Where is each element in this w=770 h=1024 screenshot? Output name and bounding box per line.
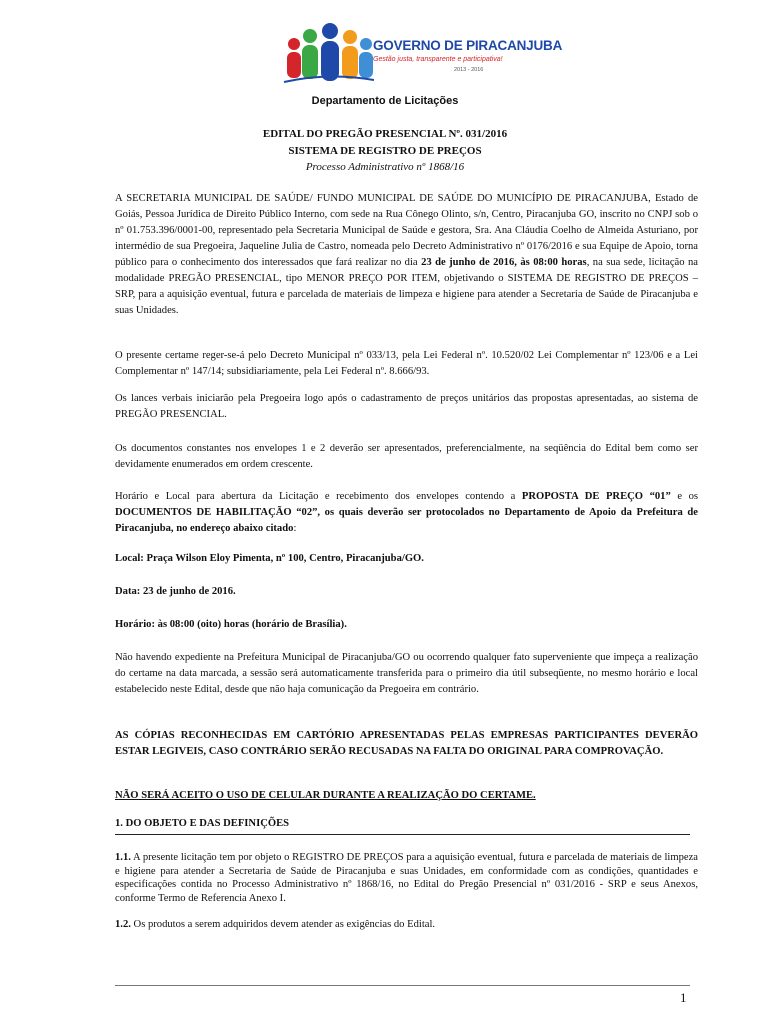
copias-warning: AS CÓPIAS RECONHECIDAS EM CARTÓRIO APRESENTADAS PELAS EMPRESAS PARTICIPANTES DEVERÃO ESTAR LEGIVEIS, CASO CONTRÁRIO SERÃO RECUSADAS NA FALTA DO ORIGINAL PARA COMPROVAÇÃO. (115, 730, 698, 757)
intro-date: 23 de junho de 2016, às 08:00 horas (421, 257, 587, 268)
edital-subtitle: SISTEMA DE REGISTRO DE PREÇOS (288, 145, 482, 157)
celular-warning: NÃO SERÁ ACEITO O USO DE CELULAR DURANTE A REALIZAÇÃO DO CERTAME. (115, 790, 536, 801)
section-heading: 1. DO OBJETO E DAS DEFINIÇÕES (115, 818, 290, 829)
government-logo (280, 22, 563, 88)
logo-tagline: Gestão justa, transparente e participativa! (373, 56, 503, 63)
intro-text-part2: , na sua sede, licitação na modalidade PREGÃO PRESENCIAL, tipo MENOR PREÇO POR ITEM, objetivando o SISTEMA DE REGISTRO DE PREÇOS – SRP, para a aquisição eventual, futura e parcelada de materiais de limpeza e higiene para atender a Secretaria de Saúde de Piracanjuba e suas Unidades. (115, 257, 698, 316)
page-number: 1 (680, 990, 687, 1005)
horario-line: Horário: às 08:00 (oito) horas (horário de Brasília). (115, 619, 347, 630)
edital-title: EDITAL DO PREGÃO PRESENCIAL Nº. 031/2016 (262, 128, 508, 140)
process-number: Processo Administrativo nº 1868/16 (305, 161, 465, 173)
item-1-2-number: 1.2. (115, 919, 131, 930)
section-divider (115, 834, 690, 835)
proposta-label: PROPOSTA DE PREÇO “01” (521, 491, 671, 502)
logo-title: GOVERNO DE PIRACANJUBA (373, 38, 563, 53)
item-1-1 (115, 851, 698, 905)
horario-text-end: : (293, 523, 297, 534)
habilitacao-label: DOCUMENTOS DE HABILITAÇÃO “02”, os quais deverão ser protocolados no Departamento de Apoio da Prefeitura de Piracanjuba, no endereço abaixo citado (115, 507, 698, 534)
intro-paragraph (115, 191, 698, 319)
item-1-1-number: 1.1. (115, 852, 131, 863)
expediente-paragraph: Não havendo expediente na Prefeitura Municipal de Piracanjuba/GO ou ocorrendo qualquer fato superveniente que impeça a realização do certame na data marcada, a sessão será automaticamente transferida para o primeiro dia útil subseqüente, no mesmo horário e local estabelecido neste Edital, desde que não haja comunicação da Pregoeira em contrário. (115, 652, 698, 695)
lances-paragraph: Os lances verbais iniciarão pela Pregoeira logo após o cadastramento de preços unitários das propostas apresentadas, ao sistema de PREGÃO PRESENCIAL. (115, 393, 698, 420)
horario-text-part1: Horário e Local para abertura da Licitação e recebimento dos envelopes contendo a (115, 491, 522, 502)
intro-text-part1: A SECRETARIA MUNICIPAL DE SAÚDE/ FUNDO MUNICIPAL DE SAÚDE DO MUNICÍPIO DE PIRACANJUBA, Estado de Goiás, Pessoa Jurídica de Direito Público Interno, com sede na Rua Cônego Olinto, s/n, Centro, Piracanjuba GO, inscrito no CNPJ sob o nº 01.753.396/0001-00, representado pela Secretaria Municipal de Saúde e gestora, Sra. Ana Cláudia Coelho de Almeida Asturiano, por intermédio de sua Pregoeira, Jaqueline Julia de Castro, nomeada pelo Decreto Administrativo nº 0176/2016 e sua Equipe de Apoio, torna público para o conhecimento dos interessados que fará realizar no dia (115, 193, 698, 268)
documentos-paragraph: Os documentos constantes nos envelopes 1 e 2 deverão ser apresentados, preferencialmente, na seqüência do Edital bem como ser devidamente enumerados em ordem crescente. (115, 443, 698, 470)
horario-text-part2: e os (670, 491, 698, 502)
item-1-2-text: Os produtos a serem adquiridos devem atender as exigências do Edital. (130, 919, 436, 930)
horario-paragraph (115, 489, 698, 537)
department-heading: Departamento de Licitações (311, 95, 459, 107)
logo-years: 2013 - 2016 (454, 67, 484, 73)
item-1-1-text: A presente licitação tem por objeto o REGISTRO DE PREÇOS para a aquisição eventual, futura e parcelada de materiais de limpeza e higiene para atender a Secretaria de Saúde de Piracanjuba e suas Unidades, em conformidade com as condições, quantidades e especificações contida no Processo Administrativo nº 1868/16, no Edital do Pregão Presencial nº 031/2016 - SRP e seus Anexos, conforme Termo de Referencia Anexo I. (115, 852, 698, 904)
item-1-2 (115, 917, 698, 933)
people-figures-icon (280, 22, 375, 88)
data-line: Data: 23 de junho de 2016. (115, 586, 236, 597)
footer-divider (115, 985, 690, 986)
legal-paragraph: O presente certame reger-se-á pelo Decreto Municipal nº 033/13, pela Lei Federal nº. 10.520/02 Lei Complementar nº 123/06 e a Lei Complementar nº 147/14; subsidiariamente, pela Lei Federal nº. 8.666/93. (115, 350, 698, 377)
local-line: Local: Praça Wilson Eloy Pimenta, nº 100, Centro, Piracanjuba/GO. (115, 553, 424, 564)
